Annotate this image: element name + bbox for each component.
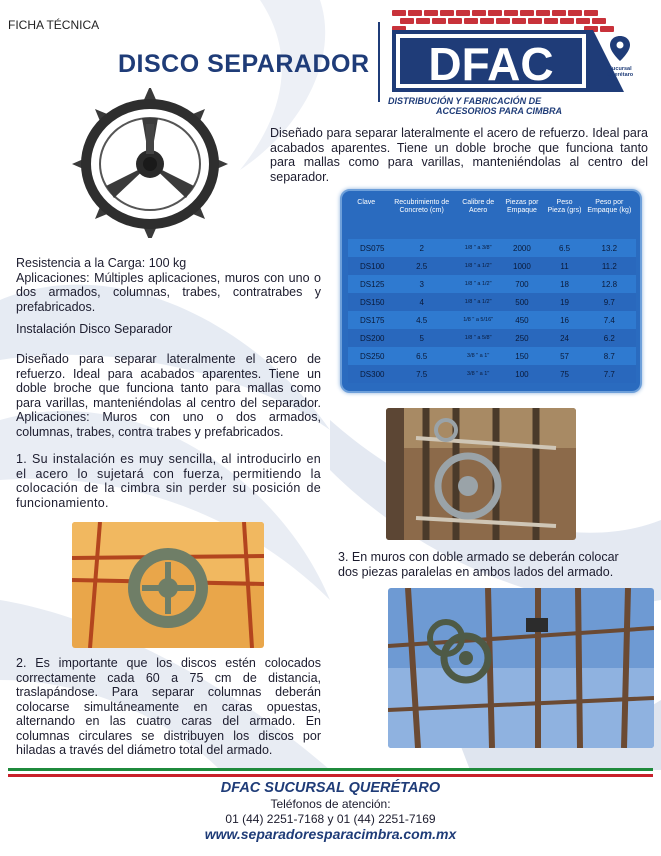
table-cell: DS175 — [348, 311, 384, 329]
column-header: Recubrimiento de Concreto (cm) — [394, 199, 450, 214]
intro-text: Diseñado para separar lateralmente el acero de refuerzo. Ideal para acabados aparentes. Tiene un doble broche que funciona tanto para mallas como para varillas, manteniéndolas al centro del separador. — [270, 126, 648, 184]
load-resistance: Resistencia a la Carga: 100 kg — [16, 256, 187, 270]
table-cell: 450 — [497, 311, 546, 329]
table-cell: DS100 — [348, 257, 384, 275]
table-cell: DS075 — [348, 239, 384, 257]
column-header: Peso Pieza (grs) — [547, 199, 582, 214]
table-cell: 1/8 " a 1/2" — [459, 293, 498, 311]
table-cell: 9.7 — [583, 293, 636, 311]
specs-block — [16, 256, 321, 314]
table-cell: 3/8 " a 1" — [459, 347, 498, 365]
table-cell: DS300 — [348, 365, 384, 383]
table-cell: 3 — [384, 275, 458, 293]
table-cell: 4.5 — [384, 311, 458, 329]
table-cell: DS125 — [348, 275, 384, 293]
table-cell: 8.7 — [583, 347, 636, 365]
table-cell: 13.2 — [583, 239, 636, 257]
disc-separator-image — [40, 88, 250, 238]
table-row — [348, 311, 636, 329]
install-title: Instalación Disco Separador — [16, 322, 173, 336]
table-row — [348, 239, 636, 257]
table-row — [348, 257, 636, 275]
table-cell: 5 — [384, 329, 458, 347]
table-cell: 11.2 — [583, 257, 636, 275]
step-2-text: 2. Es importante que los discos estén colocados correctamente cada 60 a 75 cm de distancia, traslapándose. Para separar columnas deberán colocarse simultáneamente en caras opuestas, alternando en las cuatro caras del armado. En columnas circulares se distribuyen los discos por hiladas a través del diámetro total del armado. — [16, 656, 321, 757]
wall-rebar-photo — [388, 588, 654, 748]
table-cell: 18 — [546, 275, 582, 293]
table-cell: DS200 — [348, 329, 384, 347]
rebar-disc-photo — [72, 522, 264, 648]
footer-website-link[interactable]: www.separadoresparacimbra.com.mx — [204, 826, 457, 842]
table-cell: 4 — [384, 293, 458, 311]
table-cell: 75 — [546, 365, 582, 383]
footer-branch: DFAC SUCURSAL QUERÉTARO — [220, 780, 441, 796]
table-cell: 6.5 — [384, 347, 458, 365]
table-cell: 1000 — [497, 257, 546, 275]
table-row — [348, 329, 636, 347]
table-cell: 250 — [497, 329, 546, 347]
table-cell: 6.2 — [583, 329, 636, 347]
logo-tagline — [388, 96, 578, 116]
table-cell: 7.7 — [583, 365, 636, 383]
title-divider — [378, 22, 380, 102]
step-1-text: 1. Su instalación es muy sencilla, al introducirlo en el acero lo sujetará con fuerza, permitiendo la colocación de la cimbra sin perder su posición de funcionamiento. — [16, 452, 321, 510]
logo-branch-line1: Sucursal — [608, 66, 632, 72]
table-cell: 12.8 — [583, 275, 636, 293]
table-cell: 19 — [546, 293, 582, 311]
table-cell: 24 — [546, 329, 582, 347]
footer-stripe-red — [8, 774, 653, 777]
footer-phones: 01 (44) 2251-7168 y 01 (44) 2251-7169 — [225, 812, 436, 826]
table-cell: 1/8 " a 3/8" — [459, 239, 498, 257]
table-row — [348, 293, 636, 311]
table-row — [348, 275, 636, 293]
table-cell: 700 — [497, 275, 546, 293]
table-cell: 6.5 — [546, 239, 582, 257]
table-row — [348, 347, 636, 365]
table-cell: 2000 — [497, 239, 546, 257]
table-cell: 2.5 — [384, 257, 458, 275]
column-header: Calibre de Acero — [462, 199, 495, 214]
column-installation-photo — [386, 408, 576, 540]
table-header-row — [348, 197, 636, 239]
table-cell: 1/8 " a 1/2" — [459, 257, 498, 275]
table-cell: 1/8 " a 1/2" — [459, 275, 498, 293]
step-3-text: 3. En muros con doble armado se deberán colocar dos piezas paralelas en ambos lados del armado. — [338, 550, 619, 579]
install-description: Diseñado para separar lateralmente el acero de refuerzo. Ideal para acabados aparentes. Tiene un doble broche que funciona tanto para mallas como para varillas, manteniéndolas al centro del separador. Aplicaciones: Muros con uno o dos armados, columnas, trabes, contra trabes y prefabricados. — [16, 352, 321, 439]
table-cell: 100 — [497, 365, 546, 383]
table-cell: 1/8 " a 5/16" — [459, 311, 498, 329]
table-cell: 1/8 " a 5/8" — [459, 329, 498, 347]
logo-tagline-line1: DISTRIBUCIÓN Y FABRICACIÓN DE — [388, 96, 542, 106]
footer-phones-label: Teléfonos de atención: — [270, 797, 391, 811]
table-cell: 7.5 — [384, 365, 458, 383]
table-cell: 11 — [546, 257, 582, 275]
spec-table-panel — [340, 189, 642, 393]
logo-tagline-line2: ACCESORIOS PARA CIMBRA — [436, 106, 563, 116]
logo-branch-line2: Querétaro — [606, 72, 634, 78]
table-cell: DS250 — [348, 347, 384, 365]
page-title: DISCO SEPARADOR — [118, 50, 370, 78]
table-cell: 3/8 " a 1" — [459, 365, 498, 383]
column-header: Peso por Empaque (kg) — [587, 199, 632, 214]
table-cell: 2 — [384, 239, 458, 257]
table-cell: 7.4 — [583, 311, 636, 329]
spec-table — [348, 197, 636, 383]
table-cell: 500 — [497, 293, 546, 311]
table-cell: DS150 — [348, 293, 384, 311]
table-row — [348, 365, 636, 383]
table-cell: 57 — [546, 347, 582, 365]
logo-text: DFAC — [428, 38, 554, 90]
applications: Aplicaciones: Múltiples aplicaciones, muros con uno o dos armados, columnas, trabes, contratrabes y prefabricados. — [16, 270, 321, 314]
column-header: Piezas por Empaque — [505, 199, 539, 214]
table-cell: 150 — [497, 347, 546, 365]
column-header: Clave — [357, 199, 376, 206]
table-cell: 16 — [546, 311, 582, 329]
ficha-label: FICHA TÉCNICA — [8, 18, 100, 32]
